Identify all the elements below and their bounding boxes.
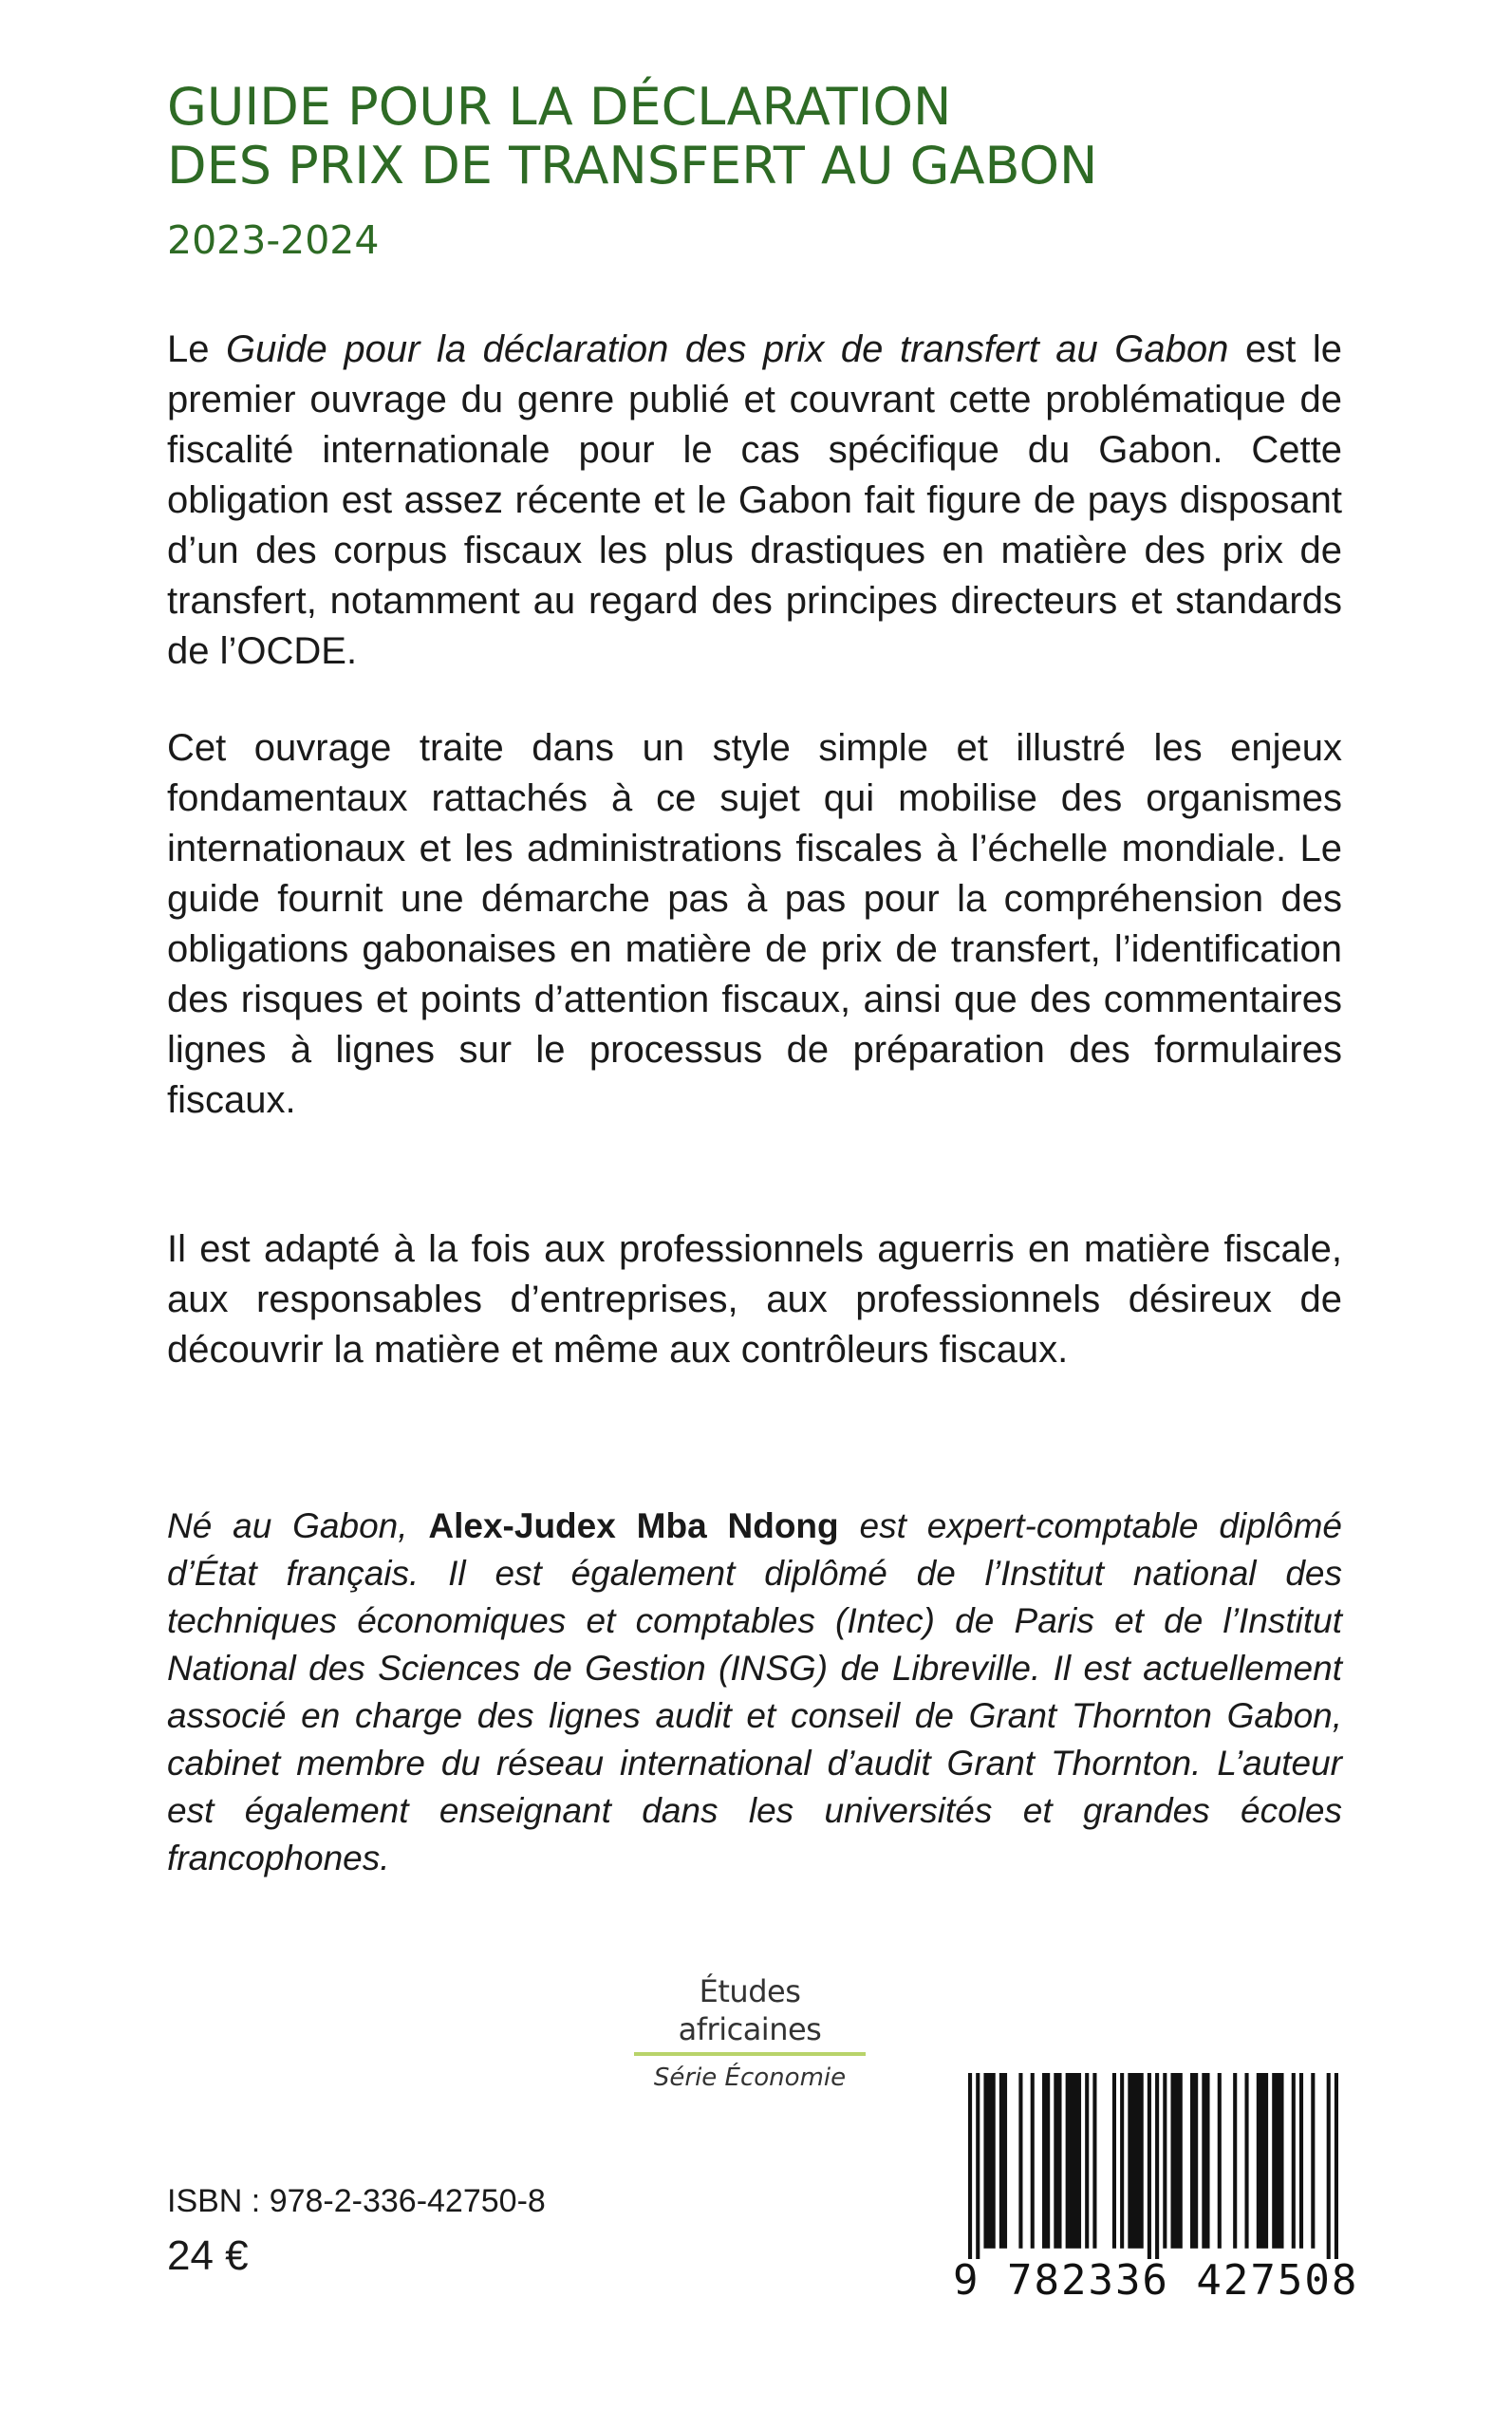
author-name: Alex-Judex Mba Ndong <box>428 1506 839 1545</box>
barcode-bar-18 <box>1190 2073 1198 2249</box>
barcode <box>953 2073 1359 2305</box>
author-bio-text: est expert-comptable diplômé d’État français. Il est également diplômé de l’Institut national des techniques économiques et comptables (Intec) de Paris et de l’Institut National des Sciences de Gestion (INSG) de Libreville. Il est actuellement associé en charge des lignes audit et conseil de Grant Thornton Gabon, cabinet membre du réseau international d’audit Grant Thornton. L’auteur est également enseignant dans les universités et grandes écoles francophones. <box>167 1506 1342 1877</box>
book-title-line-1: GUIDE POUR LA DÉCLARATION <box>167 77 952 137</box>
barcode-bar-25 <box>1292 2073 1296 2249</box>
edition-years: 2023-2024 <box>167 217 380 263</box>
book-title-line-2: DES PRIX DE TRANSFERT AU GABON <box>167 136 1098 196</box>
summary-p1-book-title: Guide pour la déclaration des prix de transfert au Gabon <box>226 328 1229 370</box>
barcode-bar-24 <box>1272 2073 1283 2249</box>
summary-p1-text: est le premier ouvrage du genre publié et couvrant cette problématique de fiscalité internationale pour le cas spécifique du Gabon. Cette obligation est assez récente et le Gabon fait figure de pays disposant d’un des corpus fiscaux les plus drastiques en matière des prix de transfert, notamment au regard des principes directeurs et standards de l’OCDE. <box>167 328 1342 672</box>
barcode-bar-16 <box>1163 2073 1167 2249</box>
barcode-bar-23 <box>1257 2073 1268 2249</box>
summary-paragraph-3: Il est adapté à la fois aux professionnels aguerris en matière fiscale, aux responsables d’entreprises, aux professionnels désireux de découvrir la matière et même aux contrôleurs fiscaux. <box>167 1228 1342 1371</box>
summary-p1-prefix: Le <box>167 328 227 370</box>
barcode-bar-4 <box>1018 2073 1022 2249</box>
series-divider <box>634 2052 866 2056</box>
barcode-bar-0 <box>968 2073 972 2272</box>
barcode-bar-3 <box>999 2073 1007 2249</box>
barcode-bar-5 <box>1031 2073 1035 2249</box>
barcode-bar-12 <box>1120 2073 1124 2249</box>
barcode-bar-27 <box>1311 2073 1315 2249</box>
barcode-bar-22 <box>1244 2073 1248 2249</box>
barcode-bar-20 <box>1218 2073 1222 2249</box>
summary-paragraph-2: Cet ouvrage traite dans un style simple et illustré les enjeux fondamentaux rattachés à ce sujet qui mobilise des organismes internationaux et les administrations fiscales à l’échelle mondiale. Le guide fournit une démarche pas à pas pour la compréhension des obligations gabonaises en matière de prix de transfert, l’identification des risques et points d’attention fiscaux, ainsi que des commentaires lignes à lignes sur le processus de préparation des formulaires fiscaux. <box>167 727 1342 1121</box>
author-bio <box>167 1503 1342 1882</box>
isbn: ISBN : 978-2-336-42750-8 <box>167 2183 546 2219</box>
barcode-bar-26 <box>1299 2073 1303 2249</box>
summary-paragraph-1 <box>167 325 1342 677</box>
barcode-bar-13 <box>1128 2073 1143 2249</box>
series-logo <box>626 1972 873 2094</box>
barcode-bar-19 <box>1202 2073 1209 2249</box>
barcode-bar-8 <box>1066 2073 1081 2249</box>
price: 24 € <box>167 2232 249 2279</box>
barcode-bar-14 <box>1148 2073 1151 2272</box>
barcode-bar-2 <box>983 2073 995 2249</box>
barcode-bar-1 <box>976 2073 980 2272</box>
barcode-bar-10 <box>1092 2073 1096 2249</box>
barcode-bar-6 <box>1042 2073 1050 2249</box>
series-name: Études africaines <box>678 1973 822 2047</box>
barcode-bar-15 <box>1155 2073 1159 2272</box>
author-bio-prefix: Né au Gabon, <box>167 1506 429 1545</box>
barcode-bar-11 <box>1112 2073 1116 2249</box>
barcode-bar-17 <box>1170 2073 1182 2249</box>
book-title <box>167 78 1097 196</box>
barcode-bar-7 <box>1054 2073 1061 2249</box>
barcode-bar-29 <box>1335 2073 1338 2272</box>
barcode-bar-21 <box>1233 2073 1237 2249</box>
barcode-bar-9 <box>1085 2073 1089 2249</box>
barcode-bars <box>968 2073 1338 2272</box>
barcode-bar-28 <box>1327 2073 1331 2272</box>
barcode-digits: 9 782336 427508 <box>953 2256 1359 2305</box>
series-subseries: Série Économie <box>653 2064 847 2092</box>
